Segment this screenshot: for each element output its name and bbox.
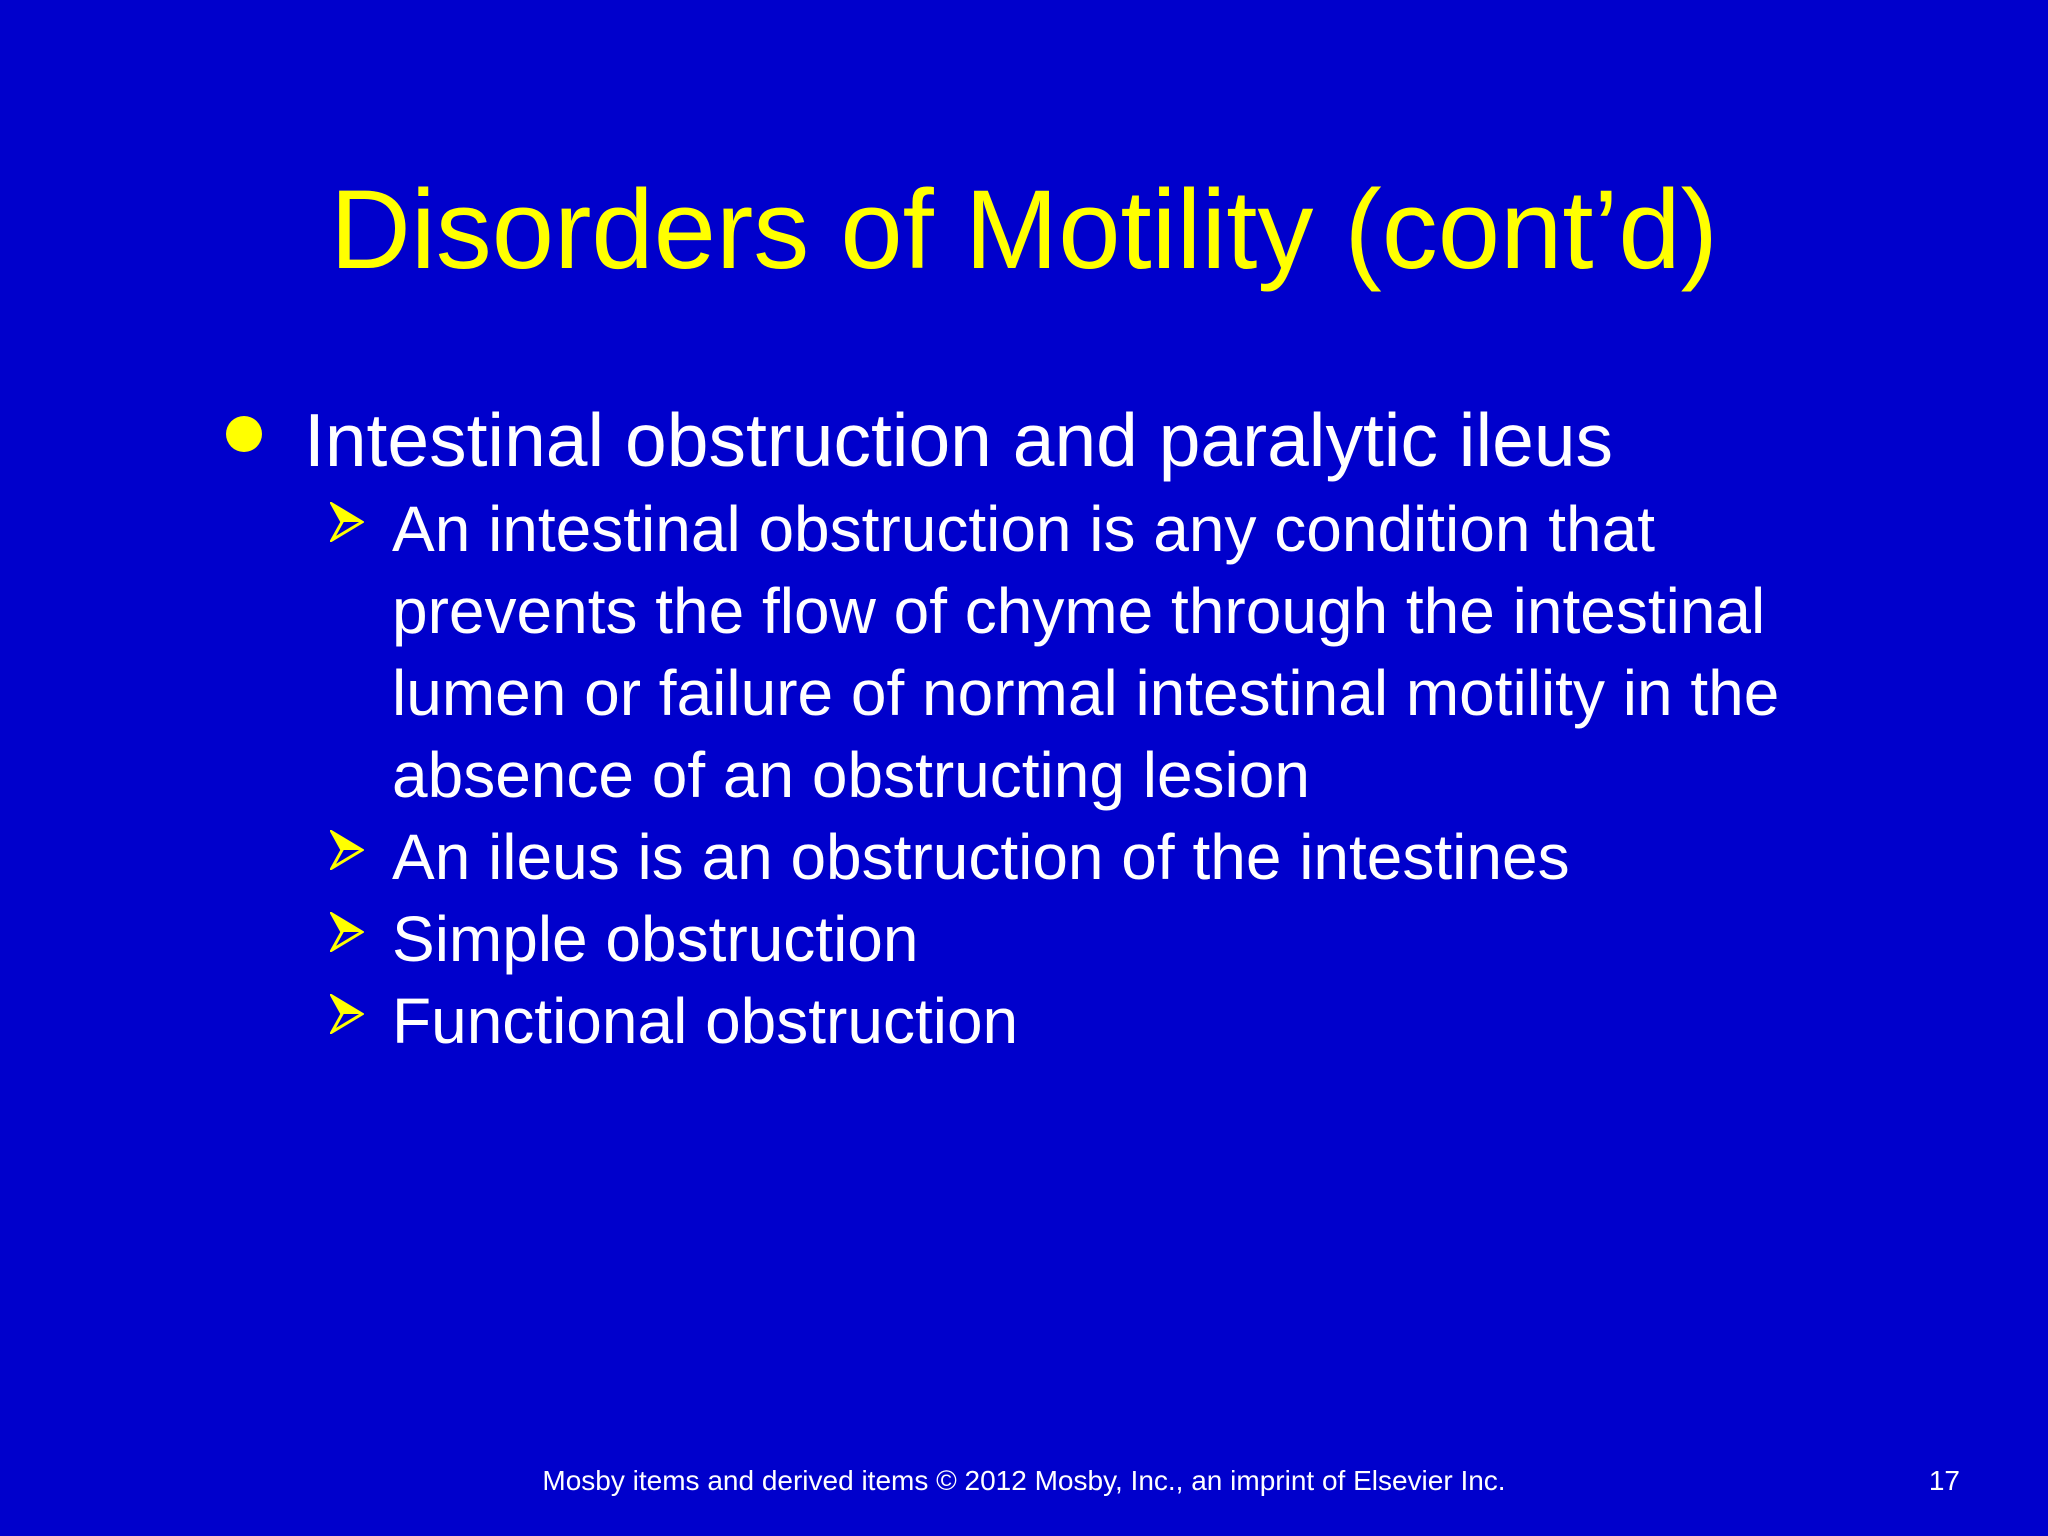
sub-bullet-text: An ileus is an obstruction of the intestines [392,821,1570,893]
sub-bullet-item [392,980,1832,1062]
slide-content [220,398,1860,1062]
sub-bullet-item [392,816,1832,898]
arrowhead-icon [330,994,364,1034]
arrowhead-icon [330,830,364,870]
slide-title: Disorders of Motility (cont’d) [330,167,1718,292]
arrowhead-icon [330,912,364,952]
bullet-item [220,398,1860,482]
sub-bullet-list [220,488,1860,1062]
arrowhead-icon [330,502,364,542]
sub-bullet-item [392,488,1832,816]
sub-bullet-item [392,898,1832,980]
page-number: 17 [1928,1465,1960,1496]
filled-circle-icon [226,416,262,452]
sub-bullet-text: Simple obstruction [392,903,919,975]
sub-bullet-text: An intestinal obstruction is any condition that prevents the flow of chyme through the intestinal lumen or failure of normal intestinal motility in the absence of an obstructing lesion [392,493,1780,811]
footer-copyright: Mosby items and derived items © 2012 Mosby, Inc., an imprint of Elsevier Inc. [542,1465,1506,1496]
bullet-text: Intestinal obstruction and paralytic ileus [304,398,1614,482]
sub-bullet-text: Functional obstruction [392,985,1019,1057]
